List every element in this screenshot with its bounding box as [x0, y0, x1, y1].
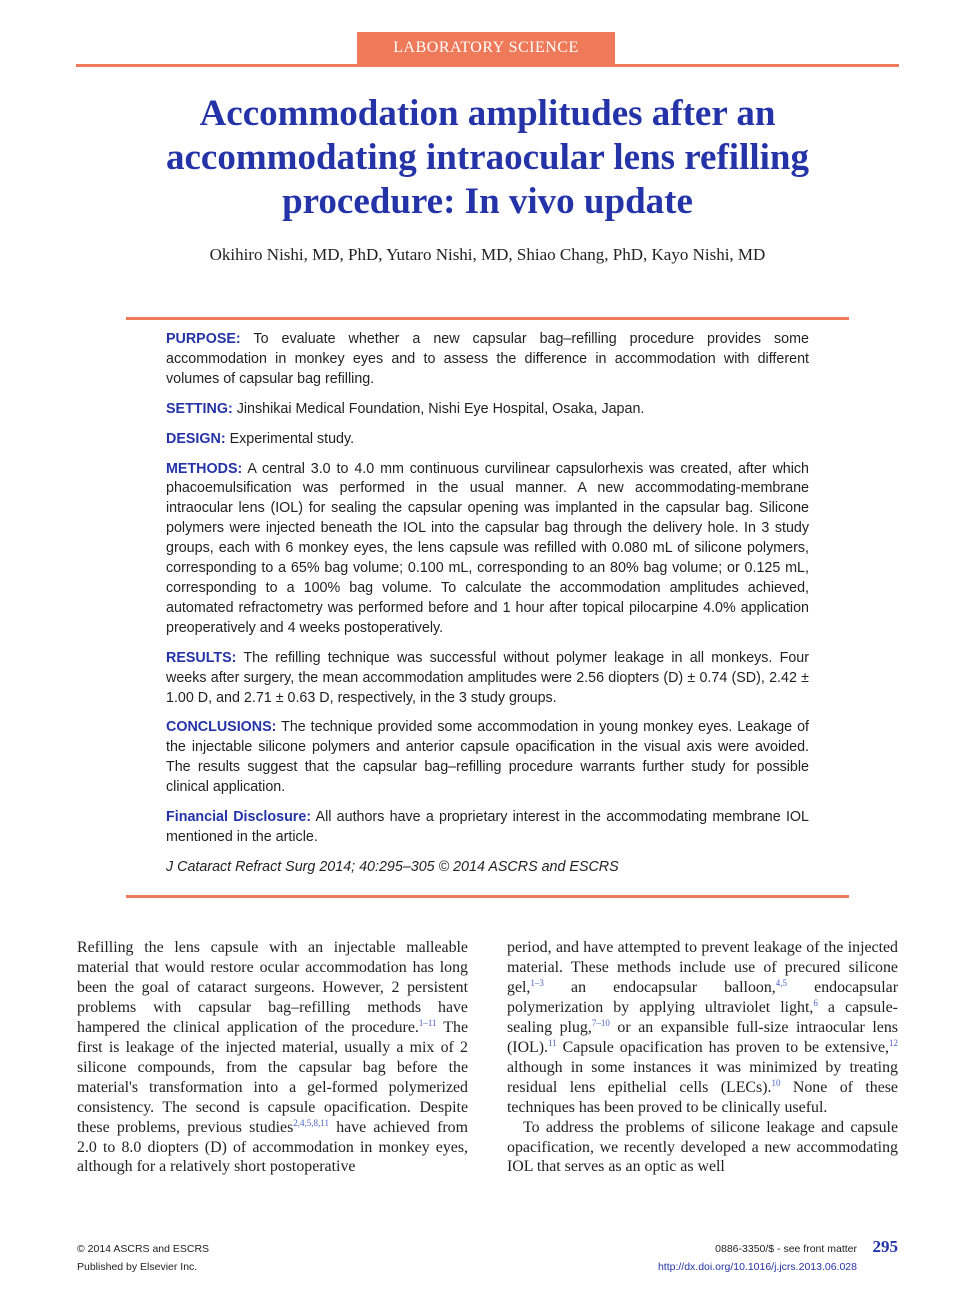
abstract-design: [166, 430, 809, 450]
body-paragraph: [77, 938, 468, 1177]
citation-ref[interactable]: 11: [548, 1037, 557, 1048]
abstract-conclusions: [166, 718, 809, 798]
section-label: LABORATORY SCIENCE: [357, 32, 615, 64]
author-list: Okihiro Nishi, MD, PhD, Yutaro Nishi, MD, Shiao Chang, PhD, Kayo Nishi, MD: [209, 245, 766, 264]
article-title: Accommodation amplitudes after an accommodating intraocular lens refilling procedure: In vivo update: [165, 93, 809, 222]
body-text: or an expansible full-size intraocular lens (IOL).: [507, 1018, 898, 1056]
abstract-methods: [166, 460, 809, 639]
page-number: 295: [872, 1237, 898, 1256]
abstract-purpose: [166, 330, 809, 390]
disclosure-text: All authors have a proprietary interest in the accommodating membrane IOL mentioned in the article.: [166, 809, 809, 845]
abstract-bottom-rule: [126, 895, 849, 898]
results-text: The refilling technique was successful without polymer leakage in all monkeys. Four weeks after surgery, the mean accommodation amplitudes were 2.56 diopters (D) ± 0.74 (SD), 2.42 ± 1.00 D, and 2.71 ± 0.63 D, respectively, in the 3 study groups.: [166, 649, 809, 706]
citation-ref[interactable]: 4,5: [775, 977, 788, 988]
body-column-right: [507, 938, 898, 1177]
header-rule: [76, 64, 899, 67]
body-text: Capsule opacification has proven to be extensive,: [556, 1038, 889, 1056]
footer-copyright: © 2014 ASCRS and ESCRS: [77, 1243, 210, 1255]
citation-ref[interactable]: 2,4,5,8,11: [293, 1117, 329, 1128]
body-text: The first is leakage of the injected material, usually a mix of 2 silicone compounds, from the capsular bag before the material's transformation into a gel-formed polymerized consistency. The second is capsule opacification. Despite these problems, previous studies: [77, 1018, 468, 1136]
body-text: have achieved from 2.0 to 8.0 diopters (D) of accommodation in monkey eyes, although for a relatively short postoperative: [77, 1118, 468, 1176]
abstract-setting: [166, 400, 809, 420]
citation-ref[interactable]: 1–11: [418, 1017, 437, 1028]
body-text: although in some instances it was minimized by treating residual lens epithelial cells (LECs).: [507, 1058, 898, 1096]
abstract: [166, 330, 809, 888]
methods-text: A central 3.0 to 4.0 mm continuous curvilinear capsulorhexis was created, after which phacoemulsification was performed in the usual manner. A new accommodating-membrane intraocular lens (IOL) for sealing the capsular opening was implanted in the capsular bag. Silicone polymers were injected beneath the IOL into the capsular bag through the delivery hole. In 3 study groups, each with 6 monkey eyes, the lens capsule was refilled with 0.080 mL of silicone polymers, corresponding to a 65% bag volume; 0.100 mL, corresponding to an 80% bag volume; or 0.125 mL, corresponding to a 100% bag volume. To calculate the accommodation amplitudes achieved, automated refractometry was performed before and 1 hour after topical pilocarpine 4.0% application preoperatively and 4 weeks postoperatively.: [166, 460, 809, 636]
citation-ref[interactable]: 10: [771, 1077, 781, 1088]
abstract-results: [166, 649, 809, 709]
purpose-label: PURPOSE:: [166, 331, 241, 347]
methods-label: METHODS:: [166, 460, 243, 477]
abstract-top-rule: [126, 317, 849, 320]
body-text: an endocapsular balloon,: [543, 978, 776, 996]
results-label: RESULTS:: [166, 649, 237, 666]
doi-link[interactable]: http://dx.doi.org/10.1016/j.jcrs.2013.06.028: [657, 1261, 857, 1273]
citation-ref[interactable]: 7–10: [591, 1017, 610, 1028]
footer-issn: 0886-3350/$ - see front matter: [715, 1243, 857, 1255]
purpose-text: To evaluate whether a new capsular bag–refilling procedure provides some accommodation in monkey eyes and to assess the difference in accommodation with different volumes of capsular bag refilling.: [166, 331, 809, 387]
citation-ref[interactable]: 6: [813, 997, 818, 1008]
setting-label: SETTING:: [166, 400, 233, 417]
design-text: Experimental study.: [229, 430, 355, 447]
body-paragraph: To address the problems of silicone leakage and capsule opacification, we recently developed a new accommodating IOL that serves as an optic as well: [507, 1118, 898, 1176]
body-paragraph: [507, 938, 898, 1118]
citation-ref[interactable]: 12: [889, 1037, 898, 1048]
conclusions-text: The technique provided some accommodation in young monkey eyes. Leakage of the injectable silicone polymers and anterior capsule opacification in the visual axis were avoided. The results suggest that the capsular bag–refilling procedure warrants further study for possible clinical application.: [166, 719, 809, 796]
setting-text: Jinshikai Medical Foundation, Nishi Eye Hospital, Osaka, Japan.: [236, 400, 645, 417]
design-label: DESIGN:: [166, 430, 226, 447]
conclusions-label: CONCLUSIONS:: [166, 719, 277, 736]
footer-publisher: Published by Elsevier Inc.: [77, 1261, 198, 1273]
body-text: a capsule-sealing plug,: [507, 998, 898, 1036]
disclosure-label: Financial Disclosure:: [166, 809, 312, 826]
body-text: None of these techniques has been proved to be clinically useful.: [507, 1078, 898, 1116]
citation-ref[interactable]: 1–3: [530, 977, 544, 988]
body-text: Refilling the lens capsule with an injectable malleable material that would restore ocular accommodation has long been the goal of cataract surgeons. However, 2 persistent problems with capsular bag–refilling methods have hampered the clinical application of the procedure.: [77, 939, 468, 1036]
abstract-disclosure: [166, 808, 809, 848]
body-text: period, and have attempted to prevent leakage of the injected material. These methods include use of precured silicone gel,: [507, 939, 898, 996]
body-column-left: [77, 938, 468, 1177]
journal-citation: J Cataract Refract Surg 2014; 40:295–305 © 2014 ASCRS and ESCRS: [166, 858, 619, 875]
body-text: endocapsular polymerization by applying ultraviolet light,: [507, 978, 898, 1016]
